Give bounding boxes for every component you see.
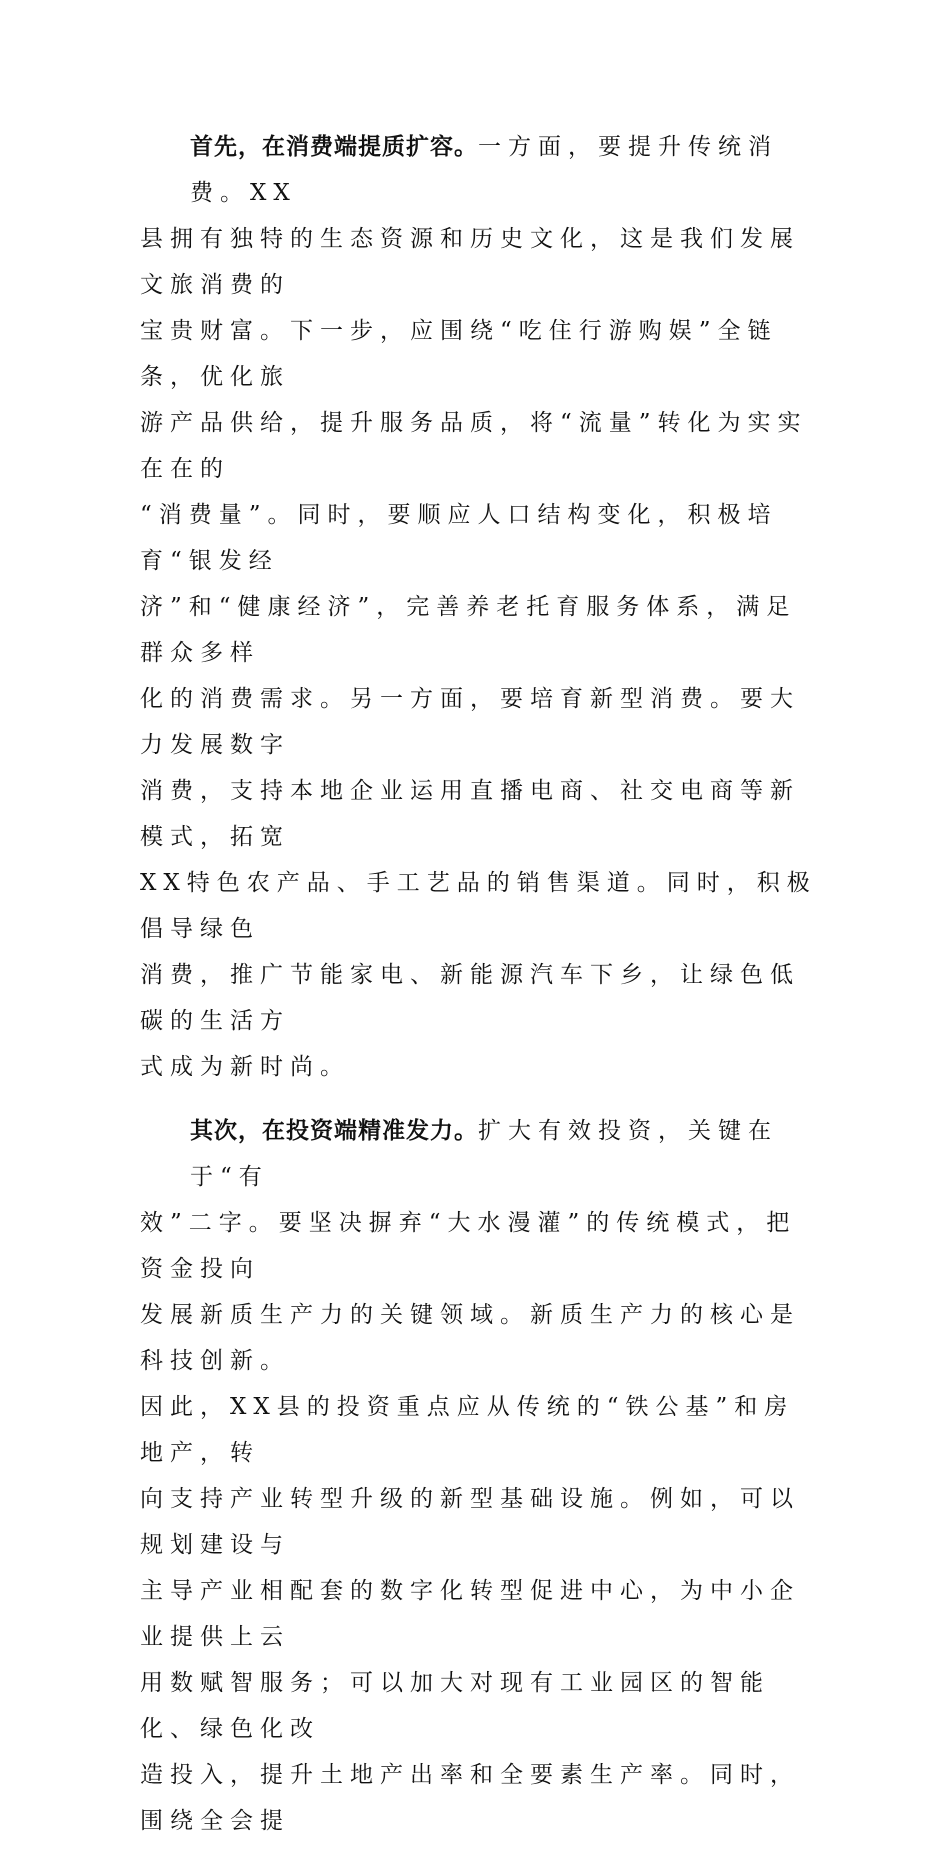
text-line xyxy=(140,860,820,952)
text-line xyxy=(140,952,820,1044)
line-text: 主导产业相配套的数字化转型促进中心，为中小企业提供上云 xyxy=(140,1578,800,1650)
document-page xyxy=(140,124,820,1862)
text-line xyxy=(140,216,820,308)
line-text: 一方面，要提升传统消费。XX xyxy=(190,134,778,206)
text-line xyxy=(140,768,820,860)
paragraph xyxy=(140,124,820,1090)
text-line xyxy=(140,1476,820,1568)
paragraph xyxy=(140,1108,820,1844)
line-text: 化的消费需求。另一方面，要培育新型消费。要大力发展数字 xyxy=(140,686,800,758)
text-line xyxy=(140,1292,820,1384)
line-text: 济”和“健康经济”，完善养老托育服务体系，满足群众多样 xyxy=(140,594,797,666)
line-text: 消费，推广节能家电、新能源汽车下乡，让绿色低碳的生活方 xyxy=(140,962,800,1034)
text-line xyxy=(140,584,820,676)
paragraph-lead-heading: 其次，在投资端精准发力。 xyxy=(190,1118,478,1144)
line-text: 效”二字。要坚决摒弃“大水漫灌”的传统模式，把资金投向 xyxy=(140,1210,797,1282)
line-text: 扩大有效投资，关键在于“有 xyxy=(190,1118,778,1190)
line-text: 消费，支持本地企业运用直播电商、社交电商等新模式，拓宽 xyxy=(140,778,800,850)
text-line xyxy=(140,1044,820,1090)
text-line xyxy=(140,1660,820,1752)
line-text: XX特色农产品、手工艺品的销售渠道。同时，积极倡导绿色 xyxy=(140,870,817,942)
text-line xyxy=(140,308,820,400)
text-line xyxy=(140,1200,820,1292)
text-line xyxy=(140,1108,820,1200)
text-line xyxy=(140,124,820,216)
line-text: 造投入，提升土地产出率和全要素生产率。同时，围绕全会提 xyxy=(140,1762,800,1834)
text-line xyxy=(140,1752,820,1844)
line-text: “消费量”。同时，要顺应人口结构变化，积极培育“银发经 xyxy=(140,502,778,574)
line-text: 因此，XX县的投资重点应从传统的“铁公基”和房地产，转 xyxy=(140,1394,795,1466)
line-text: 用数赋智服务；可以加大对现有工业园区的智能化、绿色化改 xyxy=(140,1670,770,1742)
text-line xyxy=(140,1568,820,1660)
line-text: 式成为新时尚。 xyxy=(140,1054,350,1080)
line-text: 宝贵财富。下一步，应围绕“吃住行游购娱”全链条，优化旅 xyxy=(140,318,778,390)
line-text: 向支持产业转型升级的新型基础设施。例如，可以规划建设与 xyxy=(140,1486,800,1558)
text-line xyxy=(140,492,820,584)
line-text: 县拥有独特的生态资源和历史文化，这是我们发展文旅消费的 xyxy=(140,226,800,298)
text-line xyxy=(140,400,820,492)
paragraph-lead-heading: 首先，在消费端提质扩容。 xyxy=(190,134,478,160)
line-text: 游产品供给，提升服务品质，将“流量”转化为实实在在的 xyxy=(140,410,808,482)
text-line xyxy=(140,1384,820,1476)
text-line xyxy=(140,676,820,768)
line-text: 发展新质生产力的关键领域。新质生产力的核心是科技创新。 xyxy=(140,1302,800,1374)
